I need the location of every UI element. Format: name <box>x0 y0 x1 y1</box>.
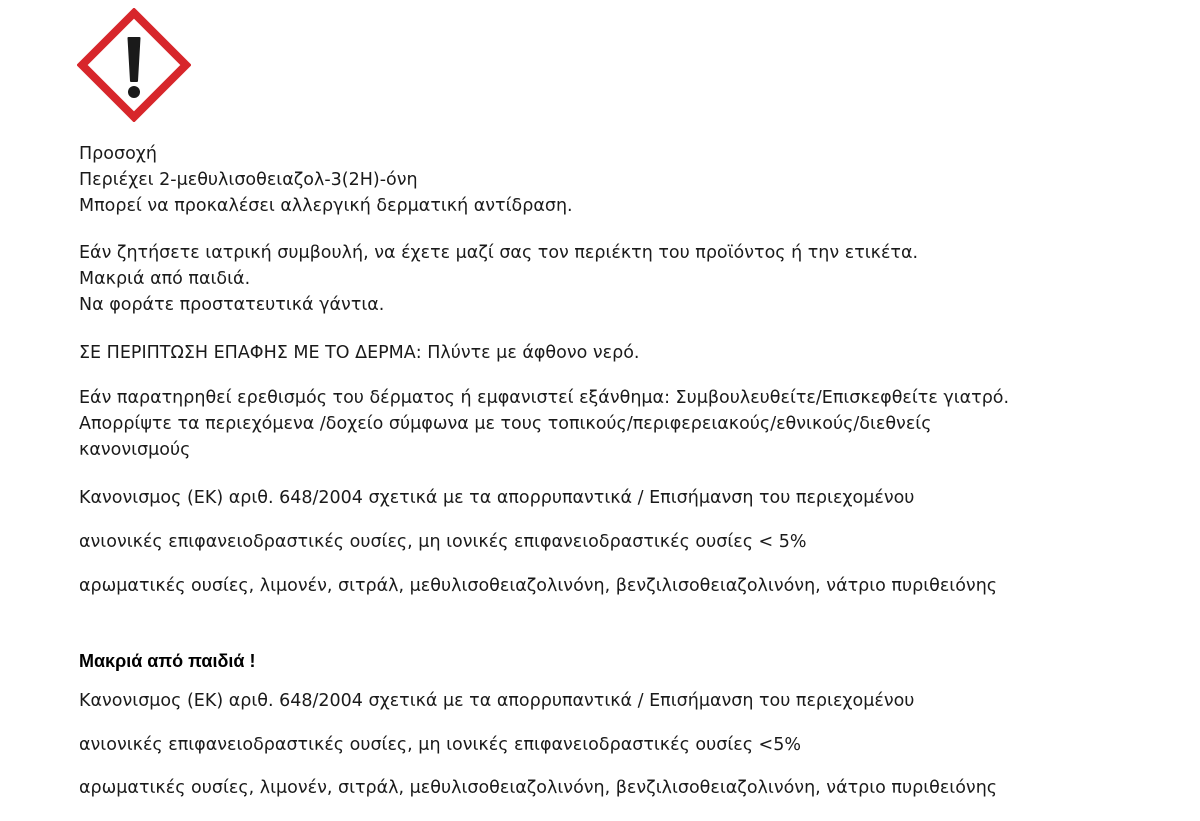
irritation-line: κανονισμούς <box>79 440 191 460</box>
surfactants-text: ανιονικές επιφανειοδραστικές ουσίες, μη ιονικές επιφανειοδραστικές ουσίες <5% <box>79 735 801 755</box>
fragrances-text: αρωματικές ουσίες, λιμονέν, σιτράλ, μεθυλισοθειαζολινόνη, βενζιλισοθειαζολινόνη, νάτριο πυριθειόνης <box>79 576 998 596</box>
regulation-title: Κανονισμος (ΕΚ) αριθ. 648/2004 σχετικά με τα απορρυπαντικά / Επισήμανση του περιεχομένου <box>79 488 915 508</box>
precaution-line: Μακριά από παιδιά. <box>79 269 251 289</box>
exclamation-mark-icon <box>77 8 191 122</box>
fragrances-text: αρωματικές ουσίες, λιμονέν, σιτράλ, μεθυλισοθειαζολινόνη, βενζιλισοθειαζολινόνη, νάτριο πυριθειόνης <box>79 778 998 798</box>
contains-text: Περιέχει 2-μεθυλισοθειαζολ-3(2Η)-όνη <box>79 170 418 190</box>
keep-away-heading: Μακριά από παιδιά ! <box>79 651 256 671</box>
irritation-line: Απορρίψτε τα περιεχόμενα /δοχείο σύμφωνα με τους τοπικούς/περιφερειακούς/εθνικούς/διεθνείς <box>79 414 932 434</box>
precaution-line: Εάν ζητήσετε ιατρική συμβουλή, να έχετε μαζί σας τον περιέκτη του προϊόντος ή την ετικέτα. <box>79 243 919 263</box>
hazard-statement: Μπορεί να προκαλέσει αλλεργική δερματική αντίδραση. <box>79 196 573 216</box>
irritation-line: Εάν παρατηρηθεί ερεθισμός του δέρματος ή εμφανιστεί εξάνθημα: Συμβουλευθείτε/Επισκεφθείτε γιατρό. <box>79 388 1010 408</box>
signal-word: Προσοχή <box>79 144 157 164</box>
skin-contact-text: ΣΕ ΠΕΡΙΠΤΩΣΗ ΕΠΑΦΗΣ ΜΕ ΤΟ ΔΕΡΜΑ: Πλύντε με άφθονο νερό. <box>79 343 640 363</box>
irritation-disposal-statements <box>79 385 1009 463</box>
precautionary-statements <box>79 240 918 318</box>
precaution-line: Να φοράτε προστατευτικά γάντια. <box>79 295 385 315</box>
surfactants-text: ανιονικές επιφανειοδραστικές ουσίες, μη ιονικές επιφανειοδραστικές ουσίες < 5% <box>79 532 807 552</box>
label-info <box>79 141 573 219</box>
regulation-title: Κανονισμος (ΕΚ) αριθ. 648/2004 σχετικά με τα απορρυπαντικά / Επισήμανση του περιεχομένου <box>79 691 915 711</box>
skin-contact-statement <box>79 340 640 366</box>
